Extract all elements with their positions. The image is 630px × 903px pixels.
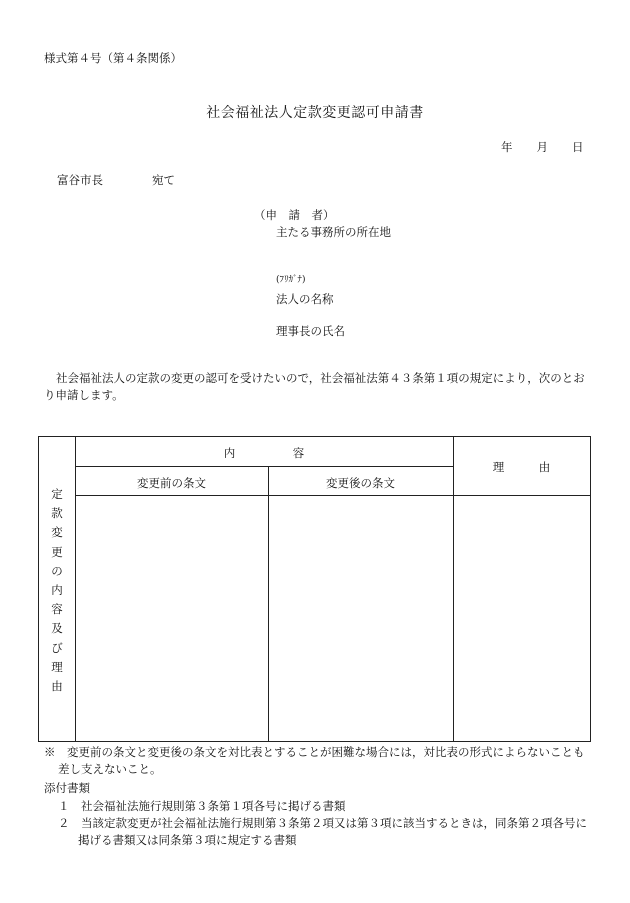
date-month-label: 月 — [536, 140, 548, 154]
after-article-cell[interactable] — [269, 496, 452, 741]
corporation-name-label: 法人の名称 — [276, 292, 334, 306]
reason-header: 理 由 — [492, 460, 551, 474]
applicant-heading: （申 請 者） — [254, 208, 335, 222]
content-header: 内 容 — [223, 446, 305, 460]
attachments-heading: 添付書類 — [44, 781, 90, 795]
furigana-label: (ﾌﾘｶﾞﾅ) — [276, 275, 306, 285]
office-address-label: 主たる事務所の所在地 — [276, 225, 391, 239]
application-statement: 社会福祉法人の定款の変更の認可を受けたいので，社会福祉法第４３条第１項の規定により，次のとおり申請します。 — [44, 371, 585, 402]
attachment-item: ２ 当該定款変更が社会福祉法施行規則第３条第２項又は第３項に該当するときは，同条第２項各号に掲げる書類又は同条第３項に規定する書類 — [58, 816, 587, 847]
addressee-suffix: 宛て — [152, 173, 175, 187]
attachment-item: １ 社会福祉法施行規則第３条第１項各号に掲げる書類 — [58, 799, 346, 813]
table-side-label: 定 款 変 更 の 内 容 及 び 理 由 — [51, 487, 63, 694]
table-divider — [75, 466, 453, 467]
addressee — [57, 172, 175, 188]
before-article-cell[interactable] — [76, 496, 267, 741]
reason-cell[interactable] — [454, 496, 590, 741]
date-day-label: 日 — [572, 140, 584, 154]
chairperson-name-label: 理事長の氏名 — [276, 324, 345, 338]
document-title: 社会福祉法人定款変更認可申請書 — [206, 105, 424, 121]
date-year-label: 年 — [501, 140, 513, 154]
after-article-header: 変更後の条文 — [326, 476, 395, 490]
amendment-table — [38, 436, 591, 742]
form-number: 様式第４号（第４条関係） — [44, 51, 182, 65]
table-note: ※ 変更前の条文と変更後の条文を対比表とすることが困難な場合には，対比表の形式によらないことも差し支えないこと。 — [44, 745, 585, 776]
date-line — [501, 139, 584, 155]
addressee-mayor: 富谷市長 — [57, 173, 103, 187]
before-article-header: 変更前の条文 — [137, 476, 206, 490]
